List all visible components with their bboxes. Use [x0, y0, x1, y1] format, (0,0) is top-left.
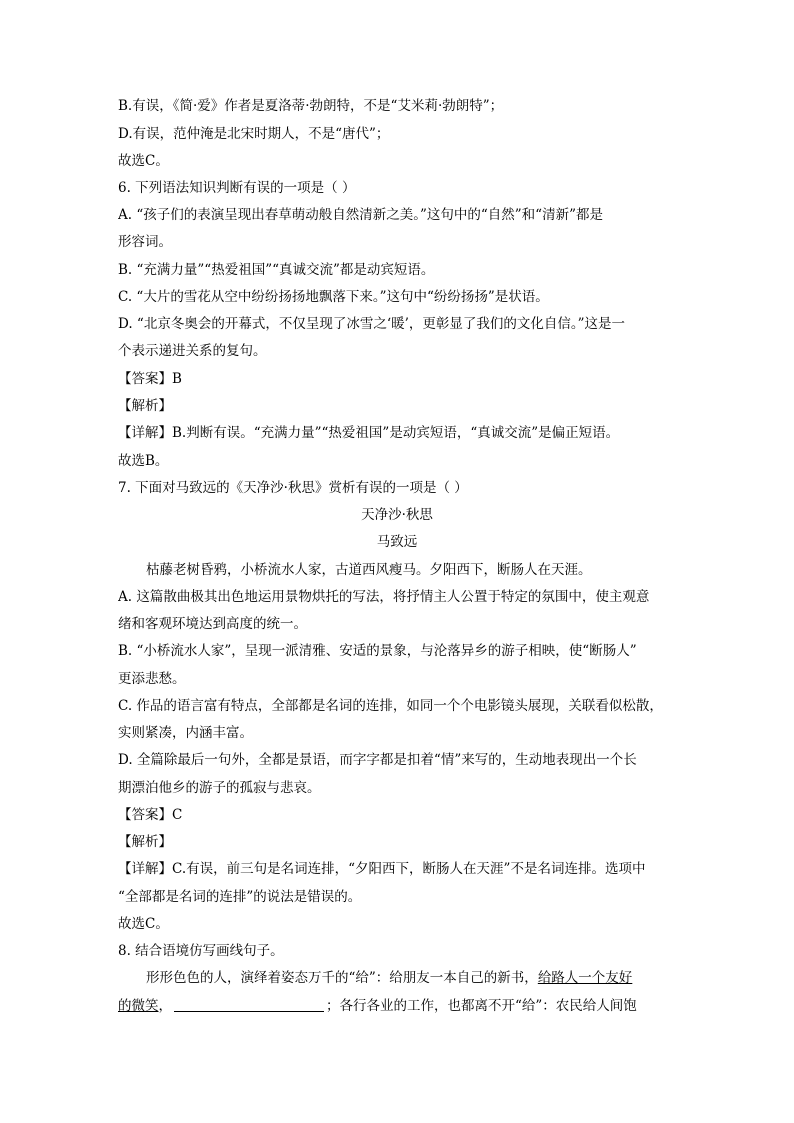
question-7-title: 7. 下面对马致远的《天净沙·秋思》赏析有误的一项是（ ）: [118, 480, 468, 496]
q8-passage-line-1: [146, 968, 683, 988]
q8-plain-text: 形形色色的人，演绎着姿态万千的“给”：给朋友一本自己的新书，: [146, 970, 538, 986]
poem-text: 枯藤老树昏鸦，小桥流水人家，古道西风瘦马。夕阳西下，断肠人在天涯。: [146, 562, 592, 578]
option-b: B. “小桥流水人家”，呈现一派清雅、安适的景象，与沦落异乡的游子相映，使“断肠人”: [118, 643, 637, 659]
q8-plain-text: ；各行各业的工作，也都离不开“给”：农民给人间饱: [326, 998, 637, 1014]
analysis-label: 【解析】: [118, 834, 172, 850]
text-line: B.有误，《简·爱》作者是夏洛蒂·勃朗特，不是“艾米莉·勃朗特”；: [118, 98, 504, 114]
answer-blank[interactable]: [174, 997, 324, 1012]
analysis-label: 【解析】: [118, 398, 172, 414]
option-c: C. “大片的雪花从空中纷纷扬扬地飘落下来。”这句中“纷纷扬扬”是状语。: [118, 289, 549, 305]
q8-underlined-sentence-end: 的微笑: [118, 998, 159, 1014]
q8-underlined-sentence: 给路人一个友好: [537, 970, 633, 986]
option-d: D. 全篇除最后一句外，全都是景语，而字字都是扣着“情”来写的，生动地表现出一个长: [118, 752, 637, 768]
answer-label: 【答案】B: [118, 371, 182, 387]
option-a: A. 这篇散曲极其出色地运用景物烘托的写法，将抒情主人公置于特定的氛围中，使主观意: [118, 589, 650, 605]
detail-explanation: 【详解】C.有误，前三句是名词连排，“夕阳西下，断肠人在天涯”不是名词连排。选项中: [118, 861, 646, 877]
option-a: A. “孩子们的表演呈现出春草萌动般自然清新之美。”这句中的“自然”和“清新”都是: [118, 207, 603, 223]
answer-label: 【答案】C: [118, 807, 183, 823]
poem-title: 天净沙·秋思: [361, 507, 433, 523]
text-line: 绪和客观环境达到高度的统一。: [118, 616, 307, 632]
option-c: C. 作品的语言富有特点，全部都是名词的连排，如同一个个电影镜头展现，关联看似松散，: [118, 698, 663, 714]
text-line: 故选C。: [118, 153, 169, 169]
option-d: D. “北京冬奥会的开幕式，不仅呈现了冰雪之‘暖’，更彰显了我们的文化自信。”这是一: [118, 316, 626, 332]
q8-separator: ，: [158, 998, 172, 1014]
text-line: “全部都是名词的连排”的说法是错误的。: [118, 889, 362, 905]
text-line: 实则紧凑，内涵丰富。: [118, 725, 253, 741]
text-line: 期漂泊他乡的游子的孤寂与悲哀。: [118, 780, 321, 796]
text-line: 个表示递进关系的复句。: [118, 343, 267, 359]
question-8-title: 8. 结合语境仿写画线句子。: [118, 943, 284, 959]
text-line: D.有误，范仲淹是北宋时期人，不是“唐代”；: [118, 126, 390, 142]
text-line: 更添悲愁。: [118, 671, 186, 687]
detail-explanation: 【详解】B.判断有误。“充满力量”“热爱祖国”是动宾短语，“真诚交流”是偏正短语。: [118, 425, 620, 441]
text-line: 故选B。: [118, 453, 169, 469]
q8-passage-line-2: [118, 996, 683, 1016]
poem-author: 马致远: [376, 534, 418, 550]
text-line: 形容词。: [118, 234, 172, 250]
text-line: 故选C。: [118, 916, 169, 932]
question-6-title: 6. 下列语法知识判断有误的一项是（ ）: [118, 180, 356, 196]
option-b: B. “充满力量”“热爱祖国”“真诚交流”都是动宾短语。: [118, 262, 435, 278]
